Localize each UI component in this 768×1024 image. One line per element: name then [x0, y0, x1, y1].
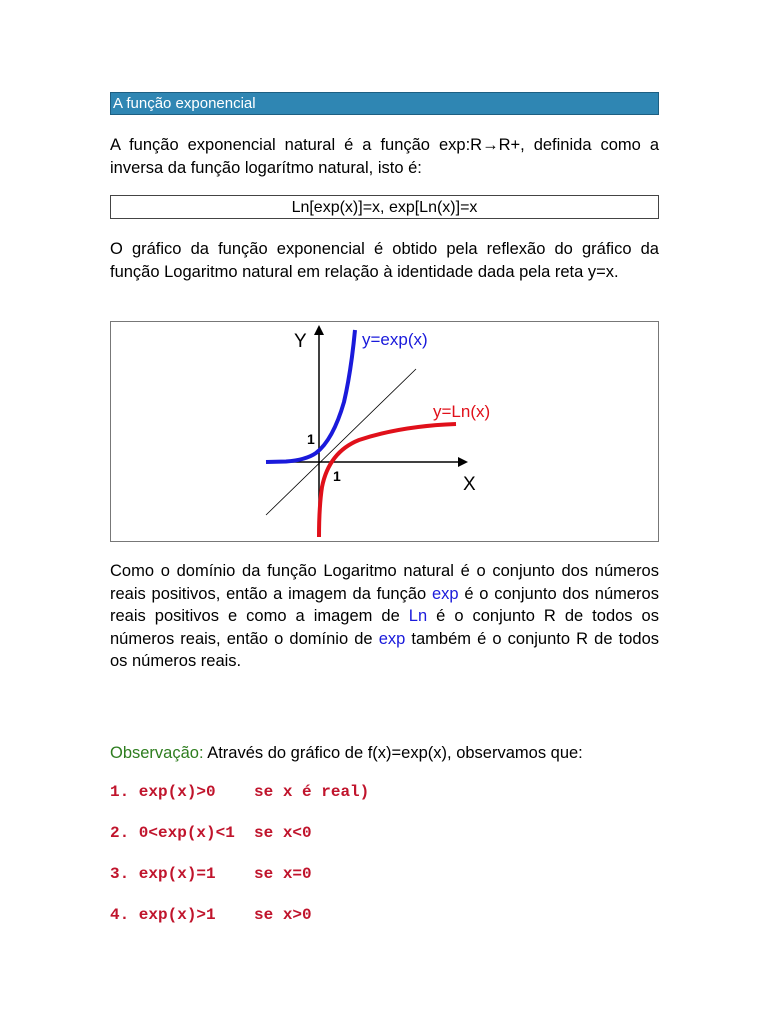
reflection-paragraph: O gráfico da função exponencial é obtido pela reflexão do gráfico da função Logaritmo natural em relação à identidade dada pela reta y=x.	[110, 240, 659, 281]
identity-line	[266, 369, 416, 515]
section-heading: A função exponencial	[110, 92, 659, 115]
domain-text-part3: é o conjunto R de todos os números reais, então o domínio de	[110, 607, 659, 648]
y-axis-label: Y	[294, 331, 307, 352]
exp-highlight: exp	[378, 629, 406, 648]
list-item: 1. exp(x)>0 se x é real)	[110, 783, 370, 801]
exp-highlight: exp	[431, 584, 459, 603]
exp-curve-label: y=exp(x)	[362, 330, 428, 349]
graph-frame	[110, 321, 659, 542]
domain-paragraph	[110, 560, 659, 673]
ln-highlight: Ln	[408, 607, 428, 625]
observation-text: Através do gráfico de f(x)=exp(x), observamos que:	[203, 744, 583, 762]
domain-text-part4: também é o conjunto R de todos os números reais.	[110, 629, 659, 670]
formula-box: Ln[exp(x)]=x, exp[Ln(x)]=x	[110, 195, 659, 219]
list-item: 4. exp(x)>1 se x>0	[110, 906, 312, 924]
x-axis-arrow	[458, 457, 468, 467]
domain-text-part1: Como o domínio da função Logaritmo natural é o conjunto dos números reais positivos, então a imagem da função	[110, 562, 659, 603]
y-tick-one: 1	[307, 431, 315, 447]
intro-paragraph: A função exponencial natural é a função exp:R→R+, definida como a inversa da função logarítmo natural, isto é:	[110, 136, 659, 177]
x-tick-one: 1	[333, 468, 341, 484]
domain-text-part2: é o conjunto dos números reais positivos e como a imagem de	[110, 584, 659, 625]
y-axis-arrow	[314, 325, 324, 335]
list-item: 3. exp(x)=1 se x=0	[110, 865, 312, 883]
list-item: 2. 0<exp(x)<1 se x<0	[110, 824, 312, 842]
observation-line	[110, 742, 583, 764]
observation-label: Observação:	[110, 744, 204, 762]
function-graph	[111, 322, 658, 541]
x-axis-label: X	[463, 474, 476, 495]
ln-curve-label: y=Ln(x)	[433, 402, 491, 421]
document-page	[110, 92, 659, 924]
